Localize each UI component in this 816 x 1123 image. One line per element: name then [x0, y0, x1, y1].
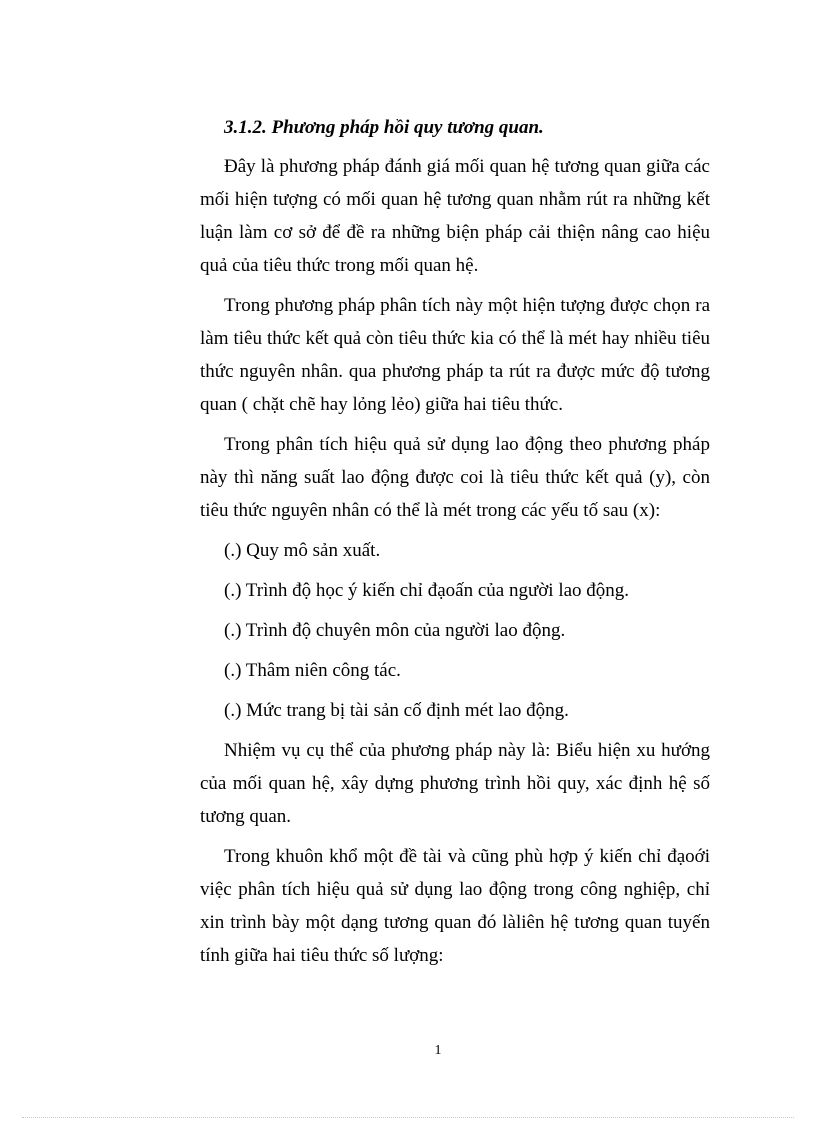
- list-item: (.) Quy mô sản xuất.: [224, 540, 381, 561]
- list-item: (.) Trình độ chuyên môn của người lao động.: [224, 620, 566, 641]
- list-item: (.) Mức trang bị tài sản cố định mét lao động.: [224, 700, 569, 721]
- paragraph-scope: Trong khuôn khổ một đề tài và cũng phù hợp ý kiến chỉ đạoới việc phân tích hiệu quả sử dụng lao động trong công nghiệp, chỉ xin trình bày một dạng tương quan đó làliên hệ tương quan tuyến tính giữa hai tiêu thức số lượng:: [200, 846, 710, 966]
- paragraph-task: Nhiệm vụ cụ thể của phương pháp này là: Biểu hiện xu hướng của mối quan hệ, xây dựng phương trình hồi quy, xác định hệ số tương quan.: [200, 740, 710, 827]
- page-content: [200, 112, 710, 979]
- paragraph-application: Trong phân tích hiệu quả sử dụng lao động theo phương pháp này thì năng suất lao động được coi là tiêu thức kết quả (y), còn tiêu thức nguyên nhân có thể là mét trong các yếu tố sau (x):: [200, 434, 710, 521]
- section-heading: 3.1.2. Phương pháp hồi quy tương quan.: [224, 117, 544, 138]
- list-item: (.) Thâm niên công tác.: [224, 660, 401, 681]
- page-bottom-border: [22, 1117, 794, 1118]
- paragraph-method: Trong phương pháp phân tích này một hiện tượng được chọn ra làm tiêu thức kết quả còn tiêu thức kia có thể là mét hay nhiều tiêu thức nguyên nhân. qua phương pháp ta rút ra được mức độ tương quan ( chặt chẽ hay lỏng lẻo) giữa hai tiêu thức.: [200, 295, 710, 415]
- page-number: 1: [434, 1043, 442, 1058]
- list-item: (.) Trình độ học ý kiến chỉ đạoấn của người lao động.: [224, 580, 630, 601]
- paragraph-intro: Đây là phương pháp đánh giá mối quan hệ tương quan giữa các mối hiện tượng có mối quan hệ tương quan nhằm rút ra những kết luận làm cơ sở để đề ra những biện pháp cải thiện nâng cao hiệu quả của tiêu thức trong mối quan hệ.: [200, 156, 710, 276]
